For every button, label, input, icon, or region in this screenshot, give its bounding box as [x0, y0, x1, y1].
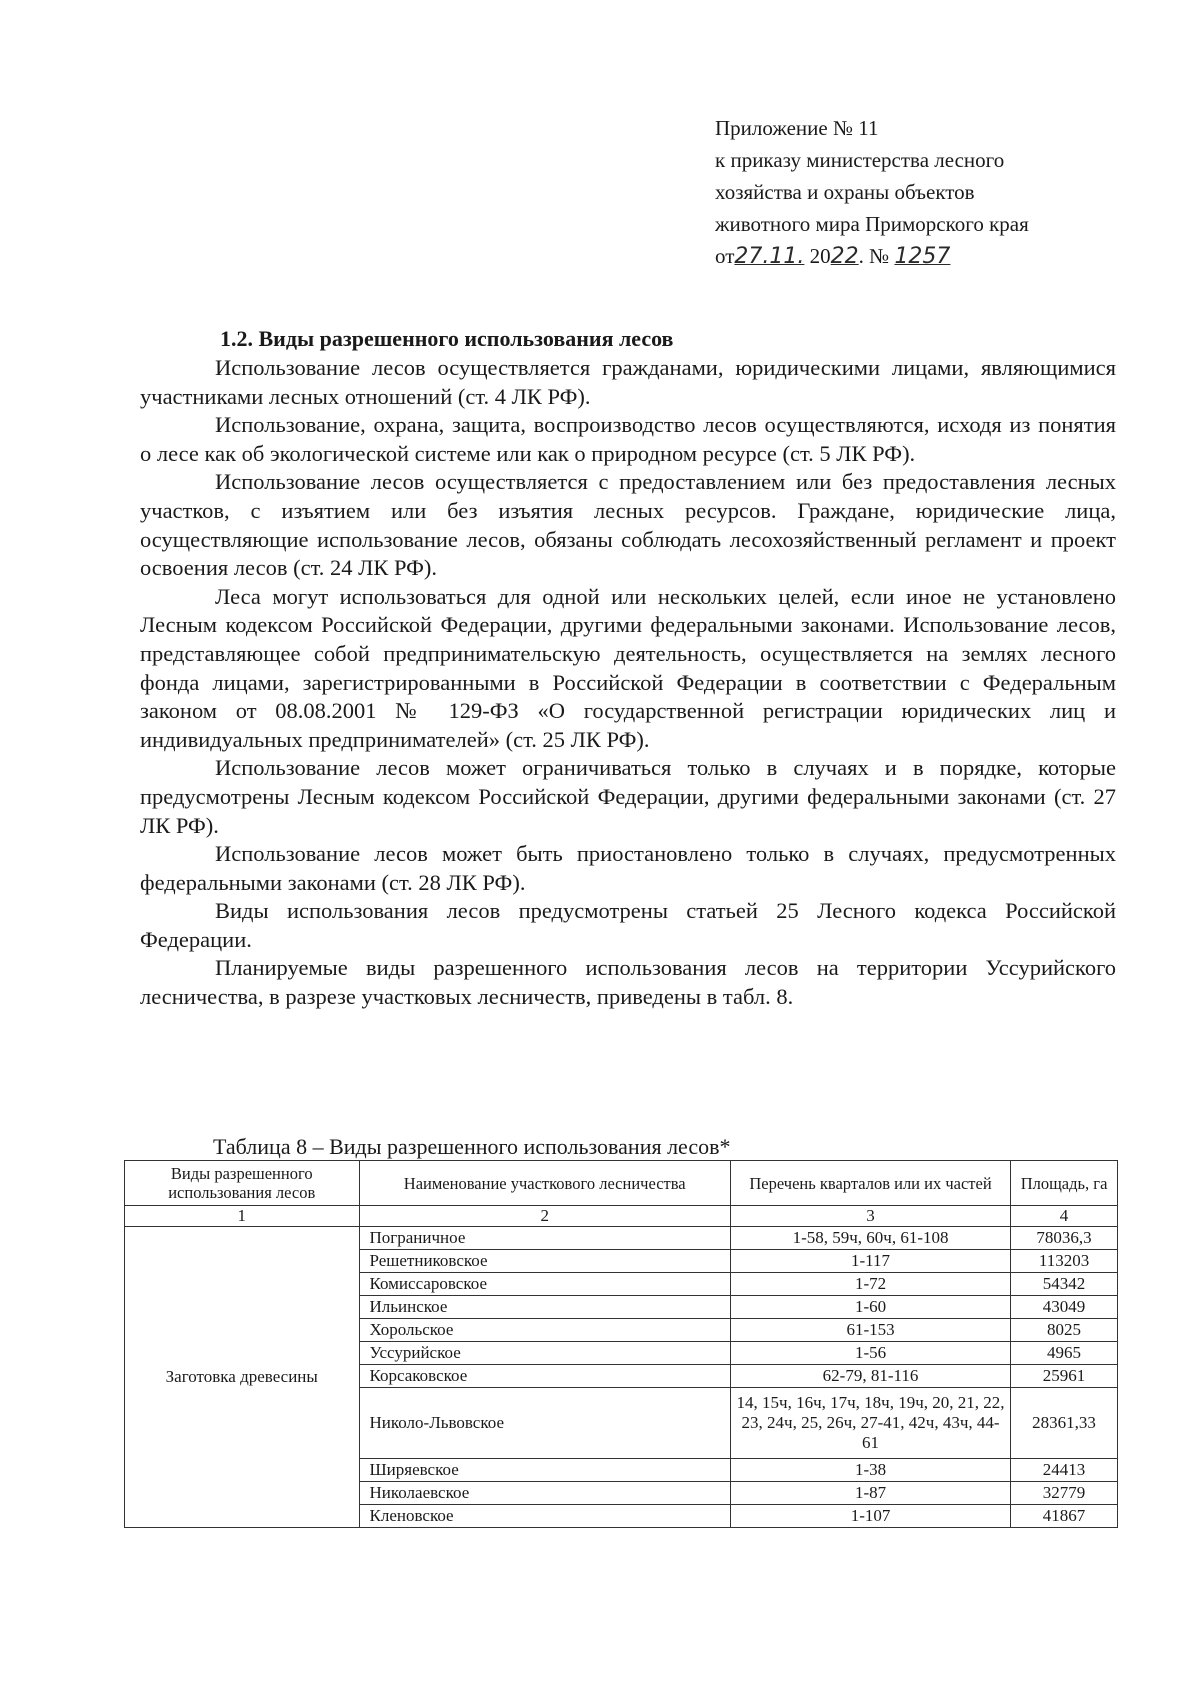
paragraph: Использование лесов может быть приостановлено только в случаях, предусмотренных федеральными законами (ст. 28 ЛК РФ). [140, 841, 1116, 895]
header-quarters: Перечень кварталов или их частей [730, 1161, 1010, 1206]
quarters-cell: 1-60 [730, 1296, 1010, 1319]
header-use-type: Виды разрешенного использования лесов [125, 1161, 360, 1206]
handwritten-date: 27.11. [734, 244, 805, 269]
quarters-cell: 1-58, 59ч, 60ч, 61-108 [730, 1227, 1010, 1250]
forestry-name-cell: Кленовское [359, 1505, 730, 1528]
table-row [125, 1227, 1118, 1250]
forestry-name-cell: Николаевское [359, 1482, 730, 1505]
area-cell: 113203 [1011, 1250, 1118, 1273]
order-reference-line: к приказу министерства лесного [715, 148, 1005, 172]
area-cell: 78036,3 [1011, 1227, 1118, 1250]
paragraph: Использование лесов осуществляется гражданами, юридическими лицами, являющимися участниками лесных отношений (ст. 4 ЛК РФ). [140, 355, 1116, 409]
number-prefix: . № [858, 244, 890, 268]
column-number: 3 [730, 1206, 1010, 1227]
quarters-cell: 1-107 [730, 1505, 1010, 1528]
forestry-name-cell: Комиссаровское [359, 1273, 730, 1296]
paragraph: Использование лесов может ограничиваться только в случаях и в порядке, которые предусмотрены Лесным кодексом Российской Федерации, другими федеральными законами (ст. 27 ЛК РФ). [140, 755, 1116, 838]
paragraph: Использование лесов осуществляется с предоставлением или без предоставления лесных участков, с изъятием или без изъятия лесных ресурсов. Граждане, юридические лица, осуществляющие использование лесов, обязаны соблюдать лесохозяйственный регламент и проект освоения лесов (ст. 24 ЛК РФ). [140, 469, 1116, 581]
paragraph: Виды использования лесов предусмотрены статьей 25 Лесного кодекса Российской Федерации. [140, 898, 1116, 952]
area-cell: 25961 [1011, 1365, 1118, 1388]
section-title: 1.2. Виды разрешенного использования лесов [220, 326, 674, 351]
appendix-number: Приложение № 11 [715, 116, 879, 140]
column-number: 4 [1011, 1206, 1118, 1227]
quarters-cell: 61-153 [730, 1319, 1010, 1342]
forestry-name-cell: Корсаковское [359, 1365, 730, 1388]
handwritten-order-number: 1257 [894, 244, 951, 269]
area-cell: 4965 [1011, 1342, 1118, 1365]
paragraph: Использование, охрана, защита, воспроизводство лесов осуществляются, исходя из понятия о лесе как об экологической системе или как о природном ресурсе (ст. 5 ЛК РФ). [140, 412, 1116, 466]
order-date-line [715, 240, 1135, 273]
quarters-cell: 1-72 [730, 1273, 1010, 1296]
quarters-cell: 1-38 [730, 1459, 1010, 1482]
paragraph: Леса могут использоваться для одной или нескольких целей, если иное не установлено Лесным кодексом Российской Федерации, другими федеральными законами. Использование лесов, представляющее собой предпринимательскую деятельность, осуществляется на землях лесного фонда лицами, зарегистрированными в Российской Федерации в соответствии с Федеральным законом от 08.08.2001 № 129-ФЗ «О государственной регистрации юридических лиц и индивидуальных предпринимателей» (ст. 25 ЛК РФ). [140, 583, 1116, 752]
area-cell: 41867 [1011, 1505, 1118, 1528]
paragraph: Планируемые виды разрешенного использования лесов на территории Уссурийского лесничества, в разрезе участковых лесничеств, приведены в табл. 8. [140, 955, 1116, 1010]
table-caption: Таблица 8 – Виды разрешенного использования лесов* [213, 1134, 731, 1159]
year-prefix: 20 [809, 244, 831, 268]
forest-use-table [124, 1160, 1118, 1528]
area-cell: 32779 [1011, 1482, 1118, 1505]
area-cell: 28361,33 [1011, 1388, 1118, 1459]
forestry-name-cell: Пограничное [359, 1227, 730, 1250]
header-area: Площадь, га [1011, 1161, 1118, 1206]
use-type-cell: Заготовка древесины [125, 1227, 360, 1528]
area-cell: 24413 [1011, 1459, 1118, 1482]
ministry-line: хозяйства и охраны объектов [715, 180, 975, 204]
column-number: 1 [125, 1206, 360, 1227]
column-number: 2 [359, 1206, 730, 1227]
forestry-name-cell: Николо-Львовское [359, 1388, 730, 1459]
quarters-cell: 62-79, 81-116 [730, 1365, 1010, 1388]
forestry-name-cell: Решетниковское [359, 1250, 730, 1273]
handwritten-year: 22 [830, 244, 859, 269]
appendix-header [715, 112, 1135, 273]
forestry-name-cell: Хорольское [359, 1319, 730, 1342]
date-prefix: от [715, 244, 735, 268]
quarters-cell: 14, 15ч, 16ч, 17ч, 18ч, 19ч, 20, 21, 22, 23, 24ч, 25, 26ч, 27-41, 42ч, 43ч, 44-61 [730, 1388, 1010, 1459]
quarters-cell: 1-56 [730, 1342, 1010, 1365]
quarters-cell: 1-87 [730, 1482, 1010, 1505]
area-cell: 8025 [1011, 1319, 1118, 1342]
header-forestry-name: Наименование участкового лесничества [359, 1161, 730, 1206]
area-cell: 43049 [1011, 1296, 1118, 1319]
quarters-cell: 1-117 [730, 1250, 1010, 1273]
ministry-line-2: животного мира Приморского края [715, 212, 1029, 236]
main-section [140, 324, 1116, 1012]
area-cell: 54342 [1011, 1273, 1118, 1296]
forestry-name-cell: Уссурийское [359, 1342, 730, 1365]
forestry-name-cell: Ильинское [359, 1296, 730, 1319]
forestry-name-cell: Ширяевское [359, 1459, 730, 1482]
